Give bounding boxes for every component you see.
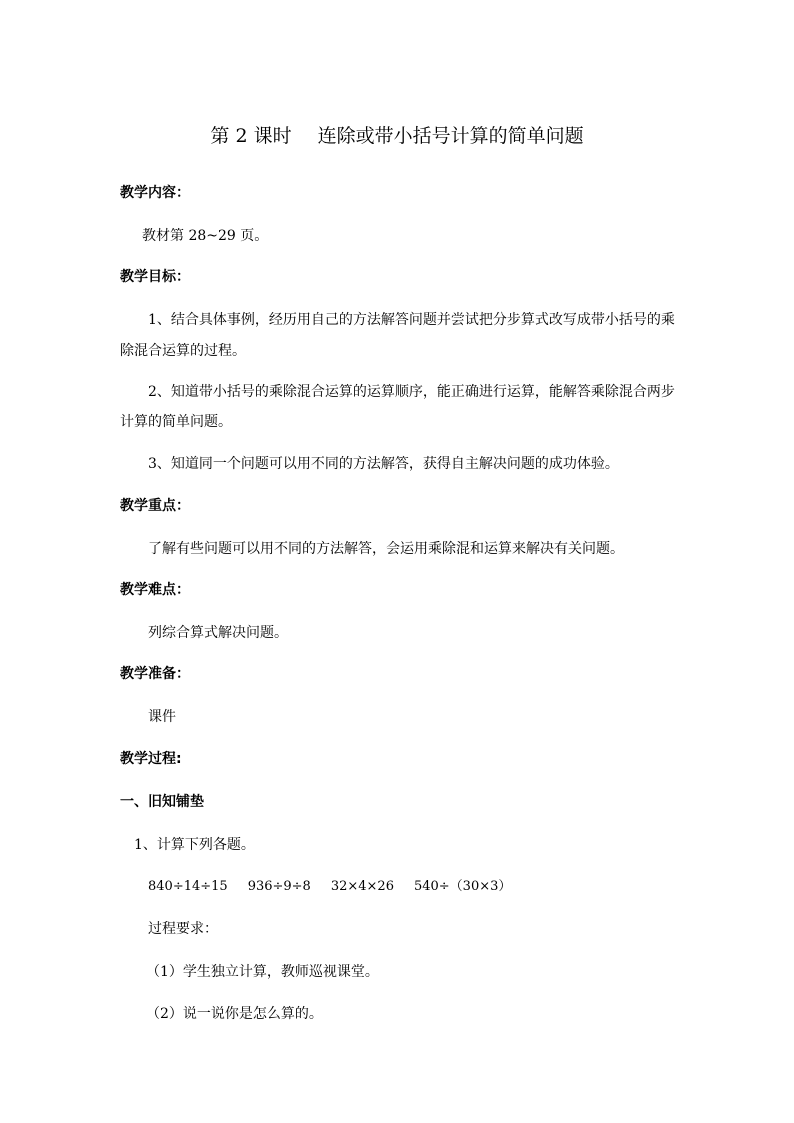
content-text: 教材第 28~29 页。 xyxy=(142,228,269,244)
difficulties-text: 列综合算式解决问题。 xyxy=(148,625,288,641)
page-title xyxy=(0,124,794,148)
goal-1-line-2: 除混合运算的过程。 xyxy=(120,343,246,359)
requirement-1: （1）学生独立计算，教师巡视课堂。 xyxy=(146,964,379,980)
requirement-heading: 过程要求： xyxy=(148,921,218,937)
expression-list xyxy=(148,878,511,896)
key-points-heading: 教学重点： xyxy=(120,498,190,514)
expression-item: 840÷14÷15 xyxy=(148,879,228,894)
difficulties-heading: 教学难点： xyxy=(120,582,190,598)
preparation-text: 课件 xyxy=(148,709,176,725)
content-heading: 教学内容： xyxy=(120,185,190,201)
expression-item: 32×4×26 xyxy=(330,879,394,894)
goal-1-line-1: 1、结合具体事例，经历用自己的方法解答问题并尝试把分步算式改写成带小括号的乘 xyxy=(148,312,675,328)
lesson-topic: 连除或带小括号计算的简单问题 xyxy=(317,125,584,147)
requirement-2: （2）说一说你是怎么算的。 xyxy=(146,1006,323,1022)
step-1-text: 1、计算下列各题。 xyxy=(134,837,255,853)
goals-heading: 教学目标： xyxy=(120,269,190,285)
lesson-number: 第 2 课时 xyxy=(210,125,292,147)
goal-2-line-2: 计算的简单问题。 xyxy=(120,414,232,430)
goal-2-line-1: 2、知道带小括号的乘除混合运算的运算顺序，能正确进行运算，能解答乘除混合两步 xyxy=(148,384,675,400)
part-1-heading: 一、旧知铺垫 xyxy=(120,794,204,810)
key-points-text: 了解有些问题可以用不同的方法解答，会运用乘除混和运算来解决有关问题。 xyxy=(148,541,624,557)
expression-item: 540÷（30×3） xyxy=(413,879,512,894)
expression-item: 936÷9÷8 xyxy=(247,879,311,894)
goal-3: 3、知道同一个问题可以用不同的方法解答，获得自主解决问题的成功体验。 xyxy=(148,456,619,472)
process-heading: 教学过程: xyxy=(120,751,182,767)
preparation-heading: 教学准备： xyxy=(120,666,190,682)
